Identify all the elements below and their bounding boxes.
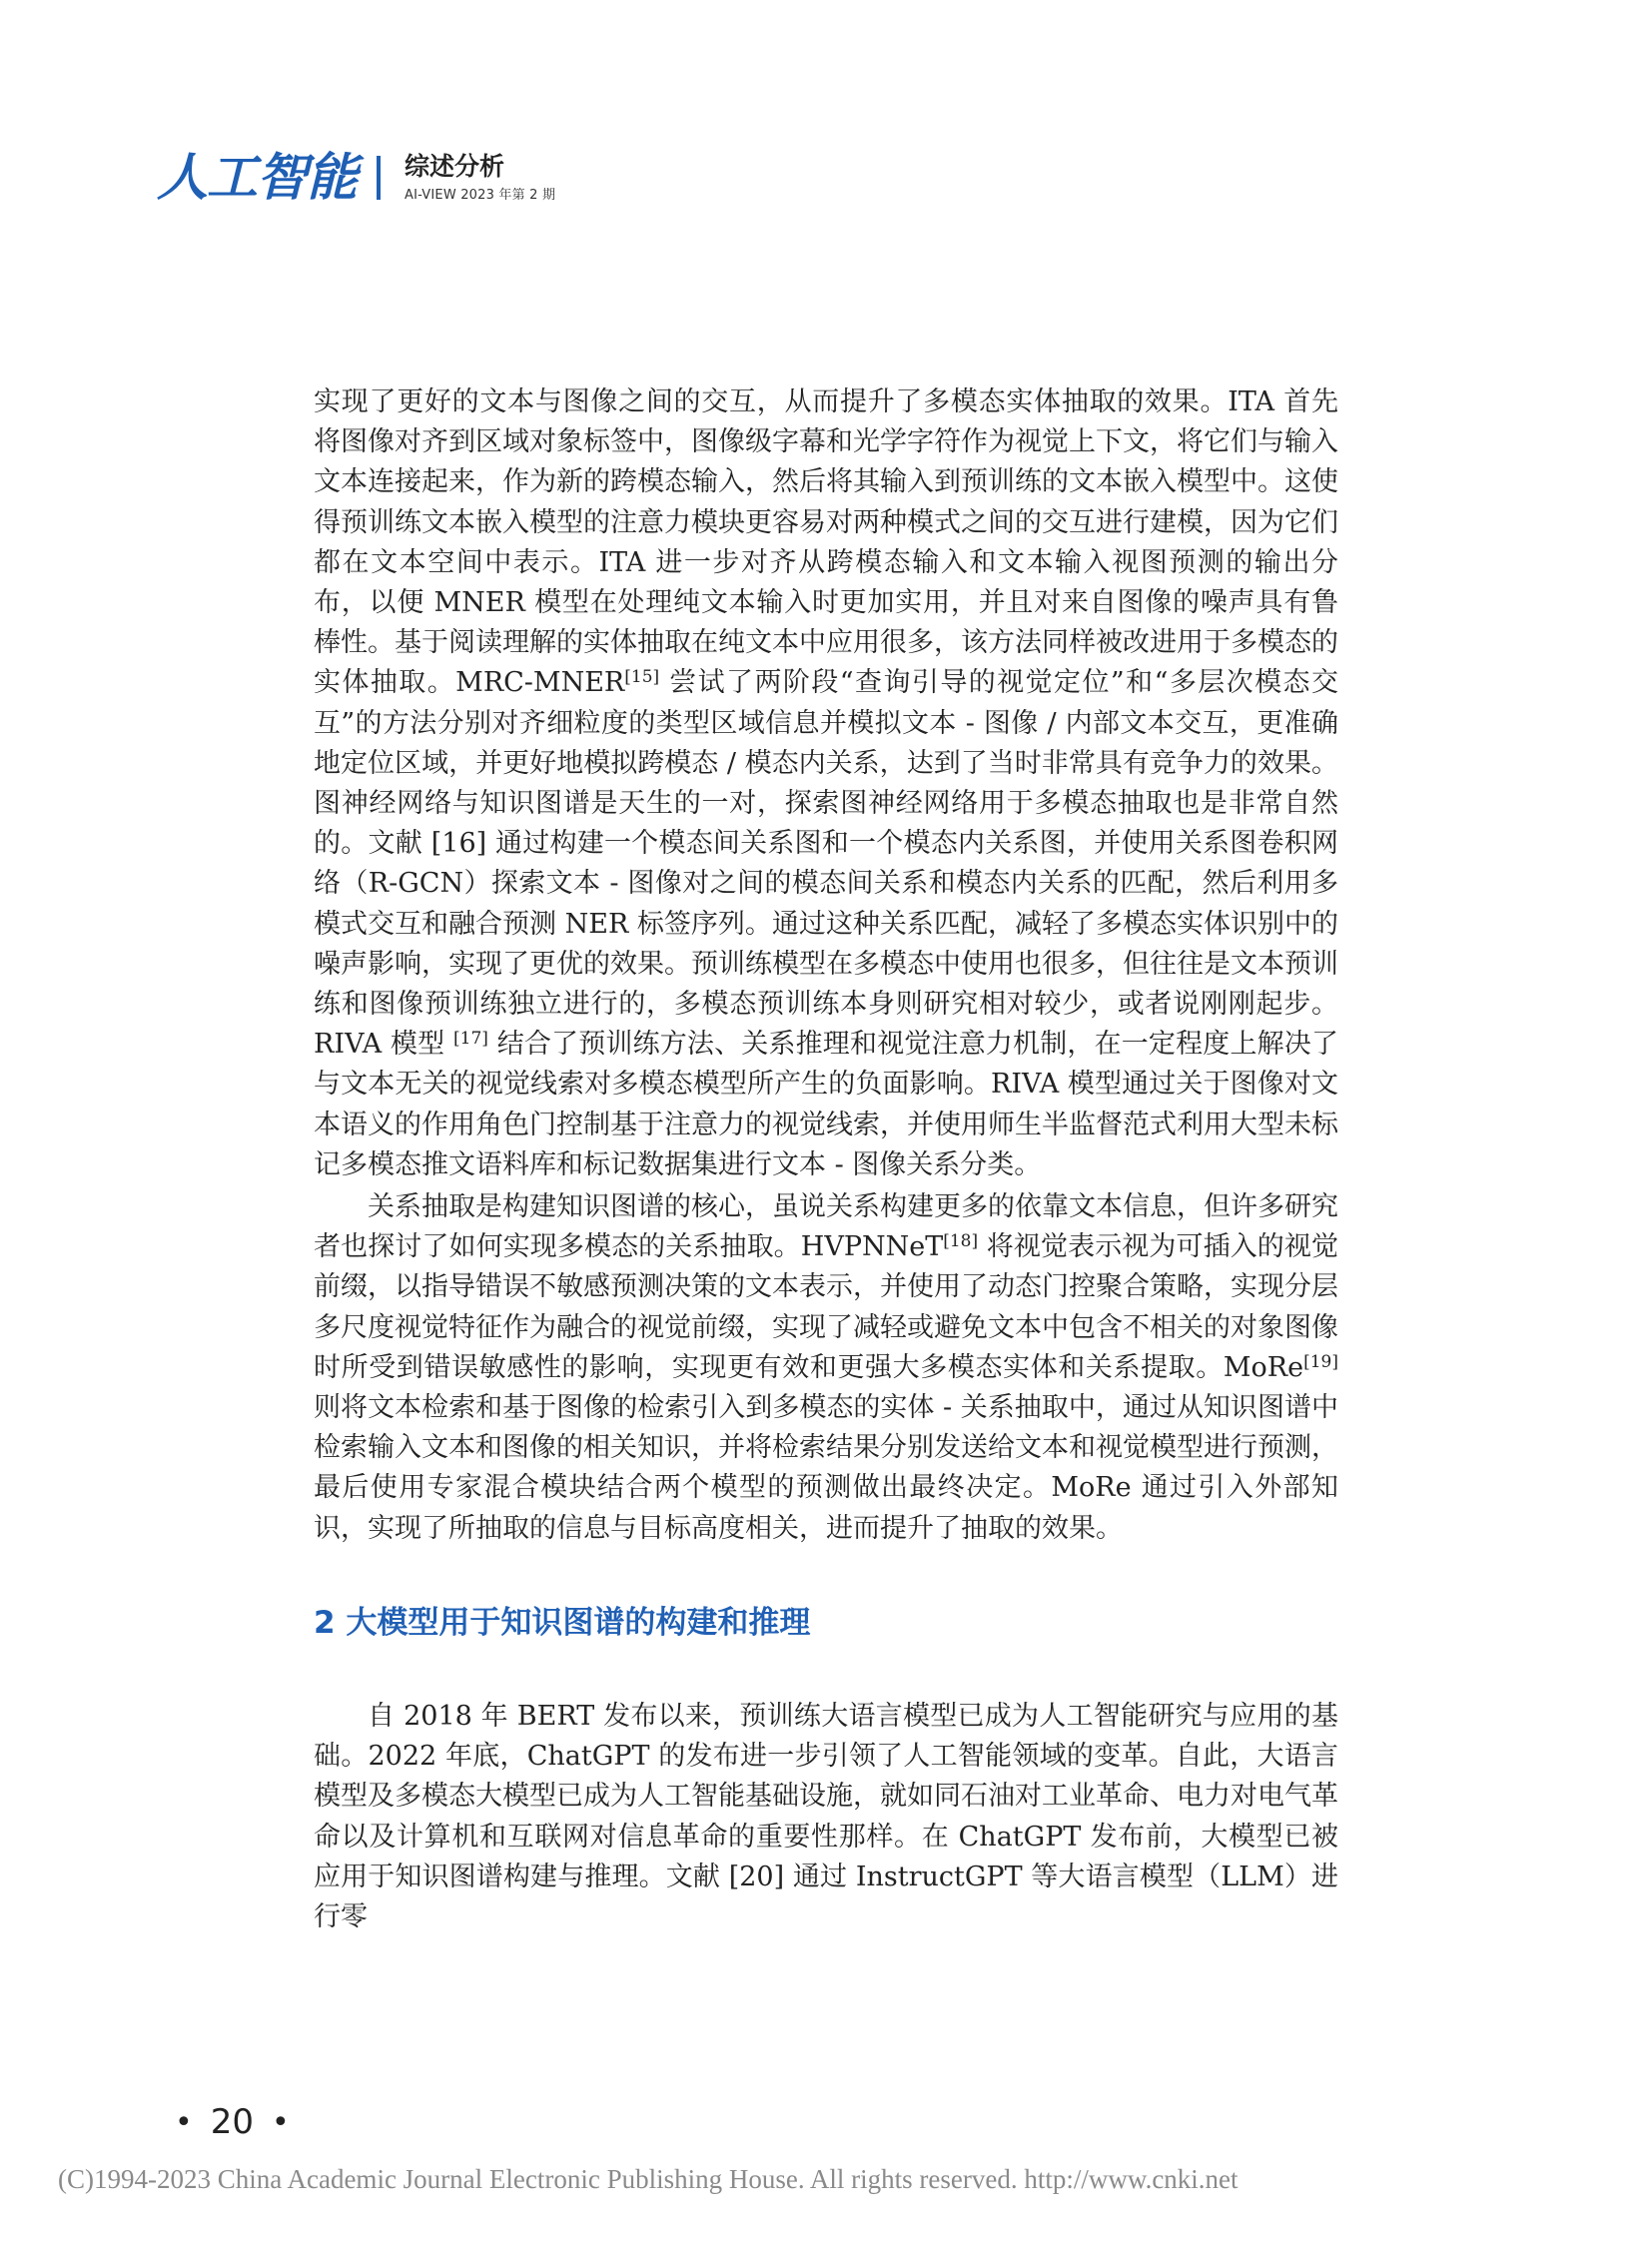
bullet-left-icon: • [175, 2104, 193, 2140]
paragraph-2-text-a: 关系抽取是构建知识图谱的核心，虽说关系构建更多的依靠文本信息，但许多研究者也探讨了如何实现多模态的关系抽取。HVPNNeT [314, 1191, 1338, 1263]
bullet-right-icon: • [271, 2104, 290, 2140]
paragraph-1 [314, 382, 1338, 1185]
paragraph-2-text-b: 将视觉表示视为可插入的视觉前缀，以指导错误不敏感预测决策的文本表示，并使用了动态门控聚合策略，实现分层多尺度视觉特征作为融合的视觉前缀，实现了减轻或避免文本中包含不相关的对象图像时所受到错误敏感性的影响，实现更有效和更强大多模态实体和关系提取。MoRe [314, 1231, 1338, 1383]
citation-17[interactable]: [17] [453, 1029, 488, 1050]
section-name: 综述分析 [405, 152, 505, 182]
journal-logo: 人工智能 [157, 148, 358, 208]
article-body [314, 382, 1338, 1937]
paragraph-1-text-c: 结合了预训练方法、关系推理和视觉注意力机制，在一定程度上解决了与文本无关的视觉线索对多模态模型所产生的负面影响。RIVA 模型通过关于图像对文本语义的作用角色门控制基于注意力的视觉线索，并使用师生半监督范式利用大型未标记多模态推文语料库和标记数据集进行文本 - 图像关系分类。 [314, 1029, 1338, 1180]
page-number: 20 [210, 2102, 254, 2142]
section-heading: 2 大模型用于知识图谱的构建和推理 [314, 1604, 811, 1641]
citation-18[interactable]: [18] [943, 1231, 979, 1252]
citation-15[interactable]: [15] [624, 667, 660, 688]
copyright-notice: (C)1994-2023 China Academic Journal Electronic Publishing House. All rights reserved. http://www.cnki.net [58, 2164, 1239, 2194]
paragraph-1-text-a: 实现了更好的文本与图像之间的交互，从而提升了多模态实体抽取的效果。ITA 首先将图像对齐到区域对象标签中，图像级字幕和光学字符作为视觉上下文，将它们与输入文本连接起来，作为新的跨模态输入，然后将其输入到预训练的文本嵌入模型中。这使得预训练文本嵌入模型的注意力模块更容易对两种模式之间的交互进行建模，因为它们都在文本空间中表示。ITA 进一步对齐从跨模态输入和文本输入视图预测的输出分布，以便 MNER 模型在处理纯文本输入时更加实用，并且对来自图像的噪声具有鲁棒性。基于阅读理解的实体抽取在纯文本中应用很多，该方法同样被改进用于多模态的实体抽取。MRC-MNER [314, 386, 1338, 699]
masthead-divider [377, 156, 381, 200]
citation-19[interactable]: [19] [1303, 1351, 1338, 1372]
paragraph-2 [314, 1187, 1338, 1549]
page-number-block [157, 2102, 308, 2142]
issue-info: AI-VIEW 2023 年第 2 期 [405, 187, 556, 203]
section-info [405, 153, 555, 203]
masthead [157, 148, 555, 208]
paragraph-1-text-b: 尝试了两阶段“查询引导的视觉定位”和“多层次模态交互”的方法分别对齐细粒度的类型区域信息并模拟文本 - 图像 / 内部文本交互，更准确地定位区域，并更好地模拟跨模态 / 模态内关系，达到了当时非常具有竞争力的效果。图神经网络与知识图谱是天生的一对，探索图神经网络用于多模态抽取也是非常自然的。文献 [16] 通过构建一个模态间关系图和一个模态内关系图，并使用关系图卷积网络（R-GCN）探索文本 - 图像对之间的模态间关系和模态内关系的匹配，然后利用多模式交互和融合预测 NER 标签序列。通过这种关系匹配，减轻了多模态实体识别中的噪声影响，实现了更优的效果。预训练模型在多模态中使用也很多，但往往是文本预训练和图像预训练独立进行的，多模态预训练本身则研究相对较少，或者说刚刚起步。RIVA 模型 [314, 667, 1338, 1061]
paragraph-2-text-c: 则将文本检索和基于图像的检索引入到多模态的实体 - 关系抽取中，通过从知识图谱中检索输入文本和图像的相关知识，并将检索结果分别发送给文本和视觉模型进行预测，最后使用专家混合模块结合两个模型的预测做出最终决定。MoRe 通过引入外部知识，实现了所抽取的信息与目标高度相关，进而提升了抽取的效果。 [314, 1392, 1338, 1544]
paragraph-3: 自 2018 年 BERT 发布以来，预训练大语言模型已成为人工智能研究与应用的基础。2022 年底，ChatGPT 的发布进一步引领了人工智能领域的变革。自此，大语言模型及多模态大模型已成为人工智能基础设施，就如同石油对工业革命、电力对电气革命以及计算机和互联网对信息革命的重要性那样。在 ChatGPT 发布前，大模型已被应用于知识图谱构建与推理。文献 [20] 通过 InstructGPT 等大语言模型（LLM）进行零 [314, 1701, 1338, 1933]
